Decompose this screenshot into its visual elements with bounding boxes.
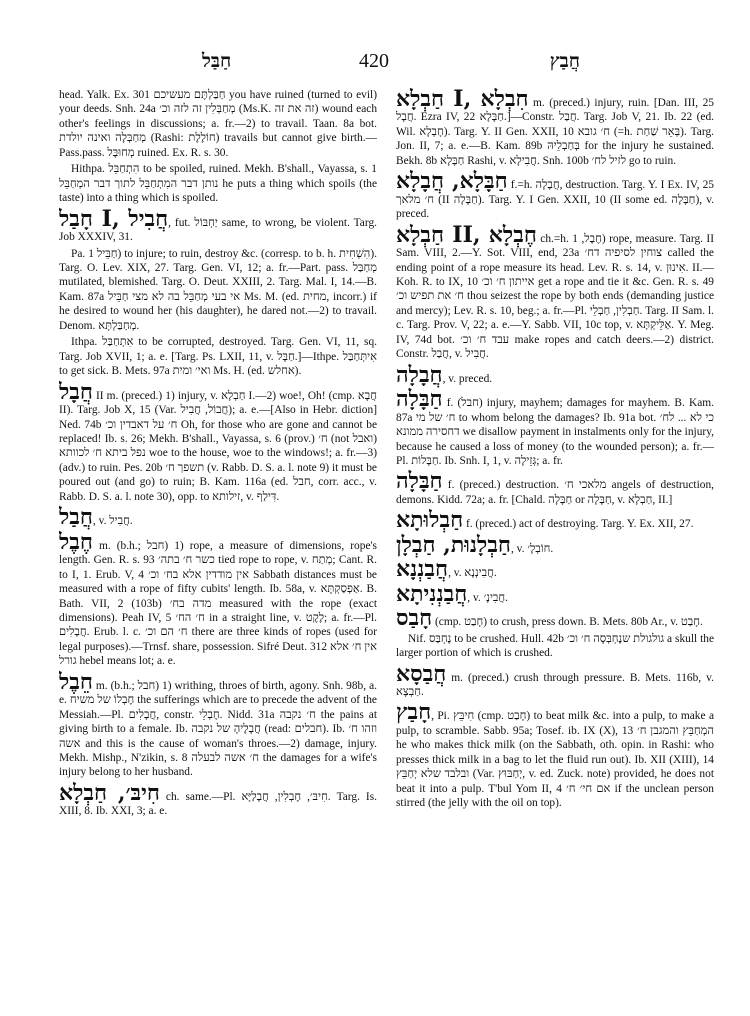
entry-text: f. (preced.) destruction. מלאכי ח׳ angels of destruction, demons. Kidd. 72a; a. fr. [Chald. חַבָּלָה or חַבָּלָה, v. חַבְלָא, II.]	[396, 479, 714, 506]
entry-headword: חָבַץ	[396, 699, 432, 726]
entry-text: f.=h. חֲבָלָה, destruction. Targ. Y. I Ex. IV, 25 ח׳ מלאך (II חַבָּלָה). Targ. Y. I Gen. XXII, 10 (II some ed. חַבָּלָה), v. preced.	[396, 179, 714, 221]
entry-text: II m. (preced.) 1) injury, v. חַבְלָא I.—2) woe!, Oh! (cmp. חֲבָא II). Targ. Job X, 15 (Var. חֲבוֹל, חֲבִיל); a. e.—[Also in Hebr. diction] Ned. 74b ח׳ על דאבדין וכ׳ Oh, for those who are gone and cannot be replaced! Ib. s. 26; Mekh. B'shall., Vayassa, s. 6 (prov.) ח׳ (not ואבל) נפל ביתא ח׳ לכוותא woe to the house, woe to the windows!; a. fr.—3) (adv.) to ruin. Pes. 20b תשפך ח׳ (v. Rabb. D. S. a. l. note 9) it must be poured out (and go) to ruin; B. Kam. 116a (ed. חבל, corr. acc., v. Rabb. D. S. a. l. note 30), opp. to זילותא, v. דִּילַף.	[59, 389, 377, 503]
entry-headword: חֲבָל	[59, 378, 93, 405]
entry-headword: חֲבַנְנָא	[396, 556, 449, 583]
dictionary-entry	[59, 668, 377, 780]
entry-text: m. (preced.) injury, ruin. [Dan. III, 25 חֲבָל. Ezra IV, 22 חַבָּלָא.]—Constr. חֲבַל. Targ. Job V, 21. Ib. 22 (ed. Wil. חָבְלָא). Targ. Y. II Gen. XXII, 10 ח׳ גובא (=h. בְּאֵר שַׁחַת). Targ. Jon. II, 7; a. e.—B. Kam. 89b בְּחַבְלֵיהּ for the injury he sustained. Bekh. 8b חַבָּלָא Rashi, v. חֲבִילָא. Snh. 100b לזיל לח׳ go to ruin.	[396, 97, 714, 167]
right-column	[396, 88, 714, 1008]
dictionary-entry	[59, 205, 377, 245]
entry-headword: חָבַס	[396, 605, 433, 632]
dictionary-entry	[59, 335, 377, 378]
entry-text: head. Yalk. Ex. 301 חַבַּלְתֶּם מעשיכם you have ruined (turned to evil) your deeds. Snh. 24a מְחַבְּלִין זה לזה וכ׳ (Ms.K. זה את זה) wound each other's feelings in discussions; a. fr.—2) to travail. Taan. 8a bot. מְחַבְּלָה ואינה יולדת (Rashi: חוֹלֶלֶת) travails but cannot give birth.—Pass.pass. מְחוּבָּל ruined. Ex. R. s. 30.	[59, 89, 377, 159]
entry-headword: חַבְלָא II, חֶבְלָא	[396, 221, 537, 248]
dictionary-entry	[396, 221, 714, 362]
entry-headword: חֲבַל	[59, 504, 93, 531]
dictionary-entry	[396, 361, 714, 388]
entry-text: , fut. יַחְבּוֹל same, to wrong, be violent. Targ. Job XXXIV, 31.	[59, 216, 377, 244]
left-column	[59, 88, 377, 1008]
entry-headword: חֵבֶל	[59, 668, 93, 695]
dictionary-entry	[59, 88, 377, 160]
entry-text: (cmp. חָבַט) to crush, press down. B. Mets. 80b Ar., v. חָבַט.	[432, 616, 703, 629]
entry-headword: חַבָּלָא, חֲבָלָא	[396, 168, 508, 195]
entry-text: f. (חבל) injury, mayhem; damages for mayhem. B. Kam. 87a ח׳ של מי to whom belong the damages? Ib. 91a bot. כי לא ... לח׳ דחסירה ממונא we disallow payment in instalments only for the injury, because he caused a loss of money (to the wounded person); a. fr.—Pl. חַבָּלוֹת. Ib. Snh. I, 1, v. גְּזֵילָה; a. fr.	[396, 397, 714, 467]
running-head-left: חַבַּל	[202, 50, 232, 72]
entry-headword: חִיבּ׳, חַבְלָא	[59, 779, 160, 806]
entry-text: , v. חֲבִינְנָא.	[448, 567, 497, 580]
entry-text: , Pi. חִיבֵּץ (cmp. חָבַט) to beat milk &c. into a pulp, to make a pulp, to scramble. Sabb. 95a; Tosef. ib. IX (X), 13 המְחַבֵּץ והמגבן ח׳ he who makes thick milk (on the Sabbath, oth. opin. in Rashi: who presses thick milk in a bag to let the fluid run out). Ib. XII (XIII), 14 ובלבד שלא יְחַבֵּץ (Var. יְחַבּוּץ, v. ed. Zuck. note) provided, he does not beat it into a pulp. T'bul Yom II, 4 אם חי׳ ח׳ if the unclean person stirred (the jelly with the oil on top).	[396, 710, 714, 810]
dictionary-entry	[396, 701, 714, 810]
entry-headword: חַבָּלָה	[396, 468, 443, 495]
entry-text: , v. preced.	[442, 372, 493, 385]
dictionary-entry	[396, 388, 714, 468]
dictionary-entry	[396, 507, 714, 534]
entry-text: m. (b.h.; חבל) 1) writhing, throes of birth, agony. Snh. 98b, a. e. חֶבְלוֹ של משיח the sufferings which are to precede the advent of the Messiah.—Pl. חֲבָלִים, constr. חֶבְלֵי. Nidd. 31a ח׳ נקבה the pains at giving birth to a female. Ib. חֲבָלֶיהָ של נקבה (read: חבלים). Ib. וזהו ח׳ אשה and this is the cause of woman's throes.—2) damage, injury. Mekh. Mishp., N'zikin, s. 8 ח׳ אשה לבעלה the damages for a wife's injury belong to her husband.	[59, 679, 377, 779]
entry-text: Pa. חַבֵּיל 1) to injure; to ruin, destroy &c. (corresp. to b. h. הִשְׁחִית). Targ. O. Lev. XIX, 27. Targ. Gen. VI, 12; a. fr.—Part. pass. מְחַבַּל mutilated, blemished. Targ. O. Deut. XXIII, 2. Targ. Mal. I, 14.—B. Kam. 87a אי בעי מְחַבֵּל בה לא מצי חַבֵּיל Ms. M. (ed. מחית, incorr.) if he desired to wound her (his daughter), he dared not.—2) to travail. Denom. מְחַבַּלְתָּא.	[59, 247, 377, 332]
dictionary-entry	[59, 528, 377, 669]
dictionary-entry	[396, 660, 714, 700]
entry-text: ch.=h. חֶבֶל, 1) rope, measure. Targ. II Sam. VIII, 2.—Y. Sot. VIII, end, 23a צוחין לסיפיה דח׳ called the ending point of a rope measure its head. Lev. R. s. 14, v. אִינוּן. II.—Koh. R. to IX, 10 אייתון ח׳ וכ׳ get a rope and tie it &c. Gen. R. s. 49 ח׳ את תפיש וכ׳ thou seizest the rope by both ends (demanding justice and mercy); Lev. R. s. 10, beg.; a. fr.—Pl. חַבְלִין, חַבְלֵי. Targ. II Sam. l. c. Targ. Prov. V, 22; a. e.—Y. Sabb. VII, 10c top, v. אַלֵּיקְתָּא. Y. Meg. IV, 74d bot. עבד ח׳ וכ׳ make ropes and catch deers.—2) district. Constr. חֲבַל, v. חֲבִיל.	[396, 232, 714, 361]
dictionary-entry	[396, 556, 714, 583]
dictionary-entry	[59, 504, 377, 531]
entry-text: , v. חֲבִיל.	[92, 515, 133, 528]
entry-text: Ithpa. אִתְחַבַּל to be corrupted, destroyed. Targ. Gen. VI, 11, sq. Targ. Job XVII, 1; a. e. [Targ. Ps. LXII, 11, v. חַבָּל.]—Ithpe. אִיתְּחַבַּל to get sick. B. Mets. 97a ואי׳ ומית Ms. H. (ed. אחלש).	[59, 336, 377, 378]
entry-text: , v. חֲבִינָ׳.	[467, 591, 509, 604]
entry-headword: חַבָּלָה	[396, 386, 443, 413]
entry-text: m. (b.h.; חבל) 1) rope, a measure of dimensions, rope's length. Gen. R. s. 93 כשר ח׳ בתה׳ tied rope to rope, v. מְתַח; Cant. R. to I, 1. Erub. V, 4 אין מודדין אלא בח׳ וכ׳ Sabbath distances must be measured with a rope of fifty cubits' length. Ib. 58a, v. אַפְסַקְתָּא. B. Bath. VII, 2 (103b) מדה בח׳ measured with the rope (exact dimensions). Peah IV, 5 ח׳ הח׳ in a straight line, v. לֶקֶט; a. fr.—Pl. חֲבָלִים. Erub. l. c. ח׳ הם וכ׳ there are three kinds of ropes (used for legal purposes).—Trnsf. share, possession. Sifré Deut. 312 אין ח׳ אלא גורל hebel means lot; a. e.	[59, 539, 377, 668]
entry-headword: חֶבֶל	[59, 528, 93, 555]
entry-headword: חַבְלָנוּת, חַבְלָן	[396, 531, 511, 558]
entry-headword: חֲבַנְנִיתָא	[396, 580, 468, 607]
dictionary-entry	[396, 170, 714, 221]
dictionary-entry	[59, 779, 377, 819]
entry-text: f. (preced.) act of destroying. Targ. Y. Ex. XII, 27.	[463, 518, 694, 531]
entry-text: m. (preced.) crush through pressure. B. Mets. 116b, v. חַבְצָא.	[396, 671, 714, 698]
dictionary-entry	[59, 378, 377, 505]
entry-text: Nif. נֶחְבַּס to be crushed. Hull. 42b גולגולת שנֶחְבְּסָה ח׳ וכ׳ a skull the larger portion of which is crushed.	[396, 632, 714, 660]
entry-headword: חֲבַסָא	[396, 660, 447, 687]
dictionary-entry	[396, 470, 714, 507]
dictionary-entry	[59, 247, 377, 334]
page-header	[58, 50, 690, 78]
entry-text: ch. same.—Pl. חִיבּ׳, חֶבְלִין, חֲבָלַיָּא. Targ. Is. XIII, 8. Ib. XXI, 3; a. e.	[59, 790, 377, 818]
dictionary-entry	[396, 605, 714, 632]
entry-headword: חָבַל I, חֲבִיל	[59, 205, 169, 232]
dictionary-entry	[59, 162, 377, 205]
dictionary-entry	[396, 531, 714, 558]
dictionary-entry	[396, 580, 714, 607]
dictionary-entry	[396, 88, 714, 168]
entry-headword: חֲבָלָה	[396, 361, 443, 388]
page-number: 420	[359, 50, 389, 72]
dictionary-entry	[396, 632, 714, 661]
entry-headword: חַבְלָא I, חִבְלָא	[396, 88, 529, 112]
entry-headword: חַבְלוּתָא	[396, 507, 464, 534]
running-head-right: חֲבַץ	[549, 50, 580, 72]
entry-text: , v. חוֹבְלָ׳.	[510, 542, 554, 555]
entry-text: Hithpa. הִתְחַבֵּל to be spoiled, ruined. Mekh. B'shall., Vayassa, s. 1 נותן דבר המִתְחַבֵּל לתוך דבר המְחַבֵּל he puts a thing which spoils (the taste) into a thing which is spoiled.	[59, 163, 377, 205]
